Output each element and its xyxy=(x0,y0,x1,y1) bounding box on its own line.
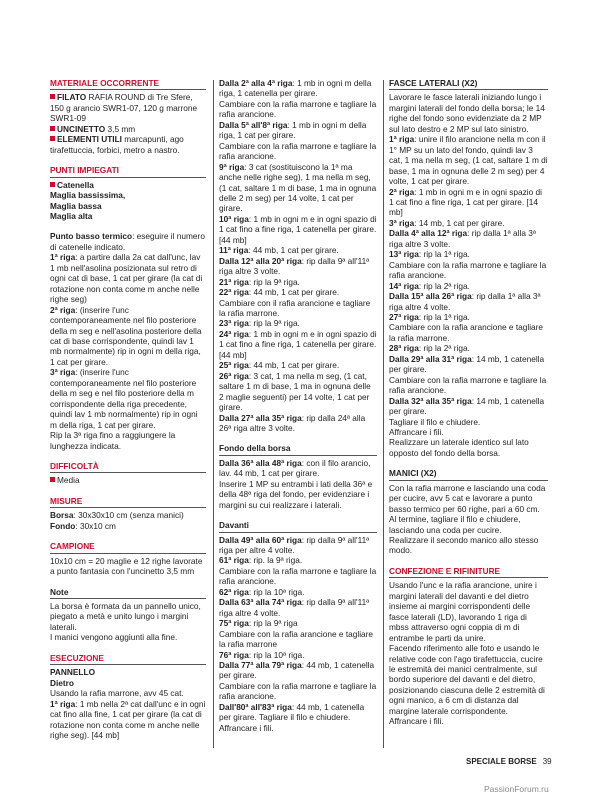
instruction-row: 10ª riga: 1 mb in ogni m e in ogni spazio di 1 cat fino a fine riga, 1 catenella per girare. [44 mb] xyxy=(219,213,377,245)
instruction-row: 27ª riga: rip la 1ª riga. xyxy=(389,311,470,322)
materiale-uncinetto: UNCINETTO 3,5 mm xyxy=(50,124,206,134)
esecuzione-heading: ESECUZIONE xyxy=(50,653,206,665)
instruction-row: 23ª riga: rip la 9ª riga. xyxy=(219,318,300,329)
column-1 xyxy=(50,78,206,740)
pannello-heading: PANNELLO xyxy=(50,667,96,678)
instruction-row: 76ª riga: rip la 10ª riga. xyxy=(219,649,305,660)
instruction-row: Dalla 2ª alla 4ª riga: 1 mb in ogni m della riga, 1 catenella per girare. xyxy=(219,78,372,99)
instruction-text: Inserire 1 MP su entrambi i lati della 36ª e della 48ª riga del fondo, per evidenziare i margini su cui realizzare i laterali. xyxy=(219,478,373,510)
punto-item: Catenella xyxy=(50,180,206,190)
watermark: PassionForum.ru xyxy=(484,784,549,794)
instruction-text: Cambiare con la rafia marrone e tagliare la rafia arancione. xyxy=(219,565,377,587)
davanti-heading: Davanti xyxy=(219,520,377,532)
bullet-icon xyxy=(50,136,55,141)
instruction-row: Dall'80ª all'83ª riga: 44 mb, 1 catenella per girare. Tagliare il filo e chiudere. xyxy=(219,701,365,723)
note-heading: Note xyxy=(50,587,206,599)
instruction-row: Dalla 29ª alla 31ª riga: 14 mb, 1 catenella per girare. xyxy=(389,353,545,375)
instruction-text: Con la rafia marrone e lasciando una coda per cucire, avv 5 cat e lavorare a punto basso termico per 60 righe, pari a 60 cm. xyxy=(389,482,546,514)
instruction-text: Al termine, tagliare il filo e chiudere, lasciando una coda per cucire. xyxy=(389,514,521,535)
fondo-heading: Fondo della borsa xyxy=(219,443,377,455)
instruction-row: 26ª riga: 3 cat, 1 ma nella m seg, (1 cat, saltare 1 m di base, 1 ma in ognuna delle 2 maglie seguenti) per 14 volte, 1 cat per girare. xyxy=(219,370,371,413)
confezione-heading: CONFEZIONE E RIFINITURE xyxy=(389,566,548,578)
instruction-row: 14ª riga: rip la 2ª riga. xyxy=(389,280,470,291)
instruction-row: Dalla 49ª alla 60ª riga: rip dalla 9ª all'11ª riga per altre 4 volte. xyxy=(219,534,370,556)
instruction-text: Rip la 3ª riga fino a raggiungere la lunghezza indicata. xyxy=(50,430,176,451)
instruction-row: 2ª riga: 1 mb in ogni m e in ogni spazio di 1 cat fino a fine riga, 1 cat per girare. [14 mb] xyxy=(389,186,542,218)
difficolta-value: Media xyxy=(50,475,206,485)
instruction-text: Cambiare con la rafia marrone e tagliare la rafia arancione. xyxy=(219,140,377,162)
column-divider xyxy=(213,80,214,748)
instruction-text: Usando l'unc e la rafia arancione, unire i margini laterali del davanti e del dietro insieme ai margini corrispondenti delle fasce laterali (LD), lavorando 1 riga di mbss attraverso ogni coppia di m di entrambe le parti da unire. xyxy=(389,580,537,643)
bullet-icon xyxy=(50,477,55,482)
instruction-row: 25ª riga: 44 mb, 1 cat per girare. xyxy=(219,360,340,371)
instruction-row: 61ª riga: rip. la 9ª riga. xyxy=(219,555,303,566)
instruction-text: Tagliare il filo e chiudere. xyxy=(389,416,481,427)
punto-item: Maglia bassissima, xyxy=(50,190,126,201)
difficolta-heading: DIFFICOLTÀ xyxy=(50,461,206,473)
column-3 xyxy=(389,78,548,727)
instruction-text: Cambiare con il rafia arancione e tagliare la rafia marrone. xyxy=(219,297,371,318)
instruction-text: Affrancare i fili. xyxy=(389,716,444,727)
instruction-text: Cambiare con la rafia marrone e tagliare la rafia arancione. xyxy=(219,680,377,702)
misure-heading: MISURE xyxy=(50,496,206,508)
punto-item: Maglia alta xyxy=(50,210,93,221)
instruction-text: Lavorare le fasce laterali iniziando lungo i margini laterali del fondo della borsa; le 14 righe del fondo sono evidenziate da 2 MP sul lato destro e 2 MP sul lato sinistro. xyxy=(389,92,545,134)
bullet-icon xyxy=(50,182,55,187)
note-text: La borsa è formata da un pannello unico, piegato a metà e unito lungo i margini laterali. xyxy=(50,601,201,632)
instruction-row: Dalla 63ª alla 74ª riga: rip dalla 9ª all'11ª riga altre 4 volte. xyxy=(219,597,370,618)
instruction-row: 1ª riga: 1 mb nella 2ª cat dall'unc e in ogni cat fino alla fine, 1 cat per girare (la cat di rotazione non conta come m anche nelle righe seg). [44 mb] xyxy=(50,698,206,741)
materiale-elementi: ELEMENTI UTILI marcapunti, ago tirafettuccia, forbici, metro a nastro. xyxy=(50,134,184,155)
page-number: 39 xyxy=(542,757,552,766)
instruction-row: 62ª riga: rip la 10ª riga. xyxy=(219,586,305,597)
instruction-text: Cambiare con la rafia marrone e tagliare la rafia arancione. xyxy=(389,374,547,396)
instruction-row: 1ª riga: a partire dalla 2a cat dall'unc, lav 1 mb nell'asolina posizionata sul retro di ogni cat di base, 1 cat per girare (la cat di rotazione non conta come m anche nelle righe seg) xyxy=(50,252,203,305)
dietro-heading: Dietro xyxy=(50,677,74,688)
instruction-row: Dalla 27ª alla 35ª riga: rip dalla 24ª alla 26ª riga altre 3 volte. xyxy=(219,412,366,433)
instruction-row: Dalla 12ª alla 20ª riga: rip dalla 9ª all'11ª riga altre 3 volte. xyxy=(219,255,370,277)
manici-heading: MANICI (X2) xyxy=(389,468,548,480)
instruction-row: Dalla 5ª all'8ª riga: 1 mb in ogni m della riga, 1 cat per girare. xyxy=(219,119,367,141)
punto-termico: Punto basso termico: eseguire il numero di catenelle indicato. xyxy=(50,231,205,252)
instruction-row: 1ª riga: unire il filo arancione nella m con il 1° MP su un lato del fondo, quindi lav 3 cat, 1 ma nella m seg, (1 cat, saltare 1 m di base, 1 ma in ognuna delle 2 m seg) per 4 volte, 1 cat per girare. xyxy=(389,134,548,187)
instruction-text: Realizzare un laterale identico sul lato opposto del fondo della borsa. xyxy=(389,437,529,458)
instruction-text: Cambiare con la rafia marrone e tagliare la rafia arancione. xyxy=(219,98,377,120)
note-text: I manici vengono aggiunti alla fine. xyxy=(50,632,178,643)
instruction-text: Realizzare il secondo manico allo stesso modo. xyxy=(389,535,539,556)
instruction-row: 9ª riga: 3 cat (sostituiscono la 1ª ma anche nelle righe seg), 1 ma nella m seg, (1 cat, saltare 1 m di base, 1 ma in ognuna delle 2 m seg) per 14 volte, 1 cat per girare. xyxy=(219,161,377,214)
instruction-row: 28ª riga: rip la 2ª riga. xyxy=(389,343,470,354)
instruction-row: 21ª riga: rip la 9ª riga. xyxy=(219,276,300,287)
misure-fondo: Fondo: 30x10 cm xyxy=(50,520,116,531)
fasce-heading: FASCE LATERALI (X2) xyxy=(389,78,548,90)
column-divider xyxy=(383,80,384,748)
instruction-row: Dalla 77ª alla 79ª riga: 44 mb, 1 catenella per girare. xyxy=(219,660,375,681)
instruction-text: Cambiare con la rafia arancione e tagliare la rafia marrone. xyxy=(389,322,544,343)
bullet-icon xyxy=(50,94,55,99)
instruction-row: Dalla 15ª alla 26ª riga: rip dalla 1ª alla 3ª riga altre 4 volte. xyxy=(389,291,541,312)
instruction-row: Dalla 36ª alla 48ª riga: con il filo arancio, lav. 44 mb, 1 cat per girare. xyxy=(219,457,371,479)
instruction-row: 13ª riga: rip la 1ª riga. xyxy=(389,249,470,260)
instruction-row: Dalla 32ª alla 35ª riga: 14 mb, 1 catenella per girare. xyxy=(389,395,545,417)
instruction-text: Usando la rafia marrone, avv 45 cat. xyxy=(50,688,184,699)
materiale-filato: FILATO RAFIA ROUND di Tre Sfere, 150 g arancio SWR1-07, 120 g marrone SWR1-09 xyxy=(50,92,198,124)
instruction-text: Affrancare i fili. xyxy=(219,722,274,733)
campione-heading: CAMPIONE xyxy=(50,541,206,553)
punto-item: Maglia bassa xyxy=(50,200,102,211)
footer-section: SPECIALE BORSE xyxy=(466,757,537,766)
instruction-row: 75ª riga: rip la 9ª riga xyxy=(219,618,298,629)
instruction-text: Cambiare con la rafia arancione e tagliare la rafia marrone xyxy=(219,628,374,650)
campione-text: 10x10 cm = 20 maglie e 12 righe lavorate a punto fantasia con l'uncinetto 3,5 mm xyxy=(50,555,203,577)
instruction-row: 24ª riga: 1 mb in ogni m e in ogni spazio di 1 cat fino a fine riga, 1 catenella per girare. [44 mb] xyxy=(219,328,377,360)
bullet-icon xyxy=(50,126,55,131)
instruction-text: Facendo riferimento alle foto e usando le relative code con l'ago tirafettuccia, cucire le estremità dei manici centralmente, sul bordo superiore del davanti e del dietro, posizionando ciascuna delle 2 estremità di ogni manico, a 6 cm di distanza dal margine laterale corrispondente. xyxy=(389,643,545,716)
instruction-row: 3ª riga: (inserire l'unc contemporaneamente nel filo posteriore della m seg e nel filo posteriore della m corrispondente della riga precedente, quindi lav 1 mb normalmente) rip in ogni m della riga, 1 cat per girare. xyxy=(50,367,198,430)
instruction-row: 2ª riga: (inserire l'unc contemporaneamente nel filo posteriore della m seg e nell'asolina posteriore della cat di base corrispondente, quindi lav 1 mb normalmente) rip in ogni m della riga, 1 cat per girare. xyxy=(50,304,202,367)
column-2 xyxy=(219,78,377,733)
instruction-row: 3ª riga: 14 mb, 1 cat per girare. xyxy=(389,217,505,228)
page-footer xyxy=(466,757,552,766)
materiale-heading: MATERIALE OCCORRENTE xyxy=(50,78,206,90)
instruction-row: 22ª riga: 44 mb, 1 cat per girare. xyxy=(219,287,340,298)
instruction-row: 11ª riga: 44 mb, 1 cat per girare. xyxy=(219,245,339,256)
instruction-row: Dalla 4ª alla 12ª riga: rip dalla 1ª alla 3ª riga altre 3 volte. xyxy=(389,228,536,249)
instruction-text: Affrancare i fili. xyxy=(389,426,444,437)
instruction-text: Cambiare con la rafia marrone e tagliare la rafia arancione. xyxy=(389,259,547,281)
punti-heading: PUNTI IMPIEGATI xyxy=(50,165,206,177)
misure-borsa: Borsa: 30x30x10 cm (senza manici) xyxy=(50,510,184,521)
